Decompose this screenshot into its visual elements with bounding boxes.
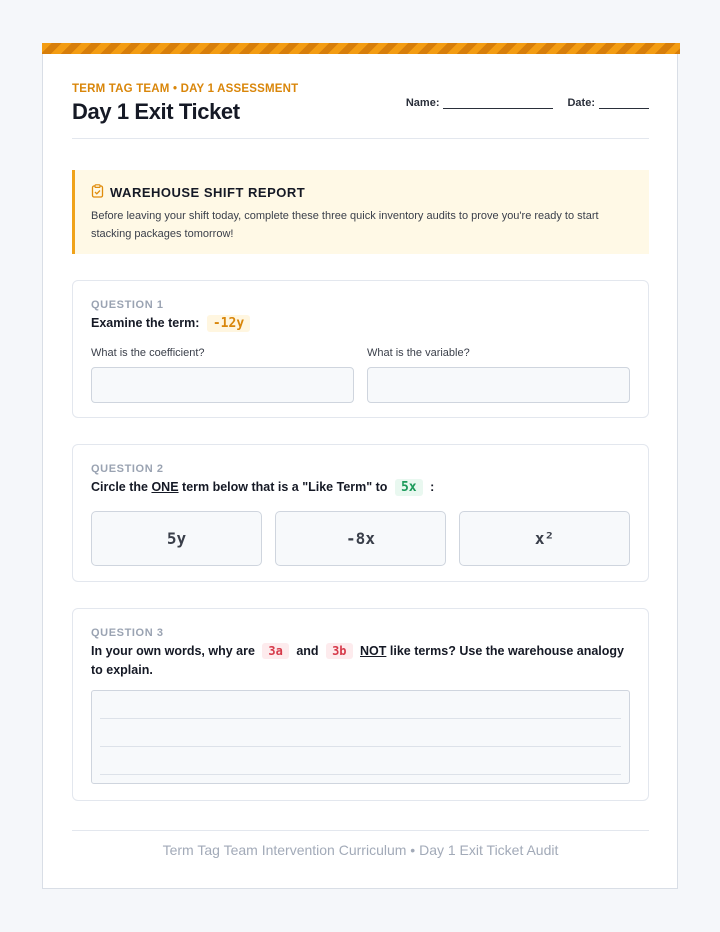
question-label: QUESTION 3 — [91, 627, 164, 639]
option-neg-8x[interactable]: -8x — [275, 511, 446, 566]
question-2-card — [72, 444, 649, 582]
field-label: What is the coefficient? — [91, 347, 205, 359]
ruled-line — [100, 718, 621, 719]
callout-body: Before leaving your shift today, complete these three quick inventory audits to prove you're ready to start stacking packages tomorrow! — [91, 210, 599, 240]
date-blank[interactable] — [599, 108, 649, 109]
answer-options — [91, 511, 630, 566]
variable-input[interactable] — [367, 367, 630, 403]
page-title: Day 1 Exit Ticket — [72, 99, 240, 124]
ruled-line — [100, 774, 621, 775]
variable-field — [367, 347, 630, 403]
name-blank[interactable] — [443, 108, 553, 109]
callout-title: WAREHOUSE SHIFT REPORT — [110, 185, 306, 200]
coefficient-input[interactable] — [91, 367, 354, 403]
term-chip: 5x — [395, 479, 423, 496]
coefficient-field — [91, 347, 354, 403]
page-footer: Term Tag Team Intervention Curriculum • Day 1 Exit Ticket Audit — [72, 830, 649, 858]
hazard-stripe — [42, 43, 680, 54]
name-label: Name: — [405, 97, 440, 109]
question-3-card — [72, 608, 649, 801]
field-label: What is the variable? — [367, 347, 470, 359]
worksheet-header — [72, 83, 649, 139]
term-chip: 3b — [326, 643, 352, 659]
question-label: QUESTION 2 — [91, 463, 164, 475]
question-1-card — [72, 280, 649, 418]
option-5y[interactable]: 5y — [91, 511, 262, 566]
written-answer-box[interactable] — [91, 690, 630, 784]
question-text: Examine the term: -12y — [91, 314, 630, 333]
term-chip: -12y — [207, 315, 250, 332]
date-label: Date: — [567, 97, 595, 109]
name-date-fields — [406, 97, 649, 109]
question-text: Circle the ONE term below that is a "Like Term" to 5x : — [91, 480, 435, 495]
question-text: In your own words, why are 3a and 3b NOT like terms? Use the warehouse analogy to explain. — [91, 644, 624, 677]
ruled-line — [100, 746, 621, 747]
worksheet-page — [42, 43, 678, 889]
option-x-squared[interactable]: x² — [459, 511, 630, 566]
header-kicker: TERM TAG TEAM • DAY 1 ASSESSMENT — [72, 83, 299, 95]
shift-report-callout — [72, 170, 649, 254]
question-label: QUESTION 1 — [91, 299, 164, 311]
clipboard-check-icon — [91, 184, 110, 201]
term-chip: 3a — [262, 643, 288, 659]
